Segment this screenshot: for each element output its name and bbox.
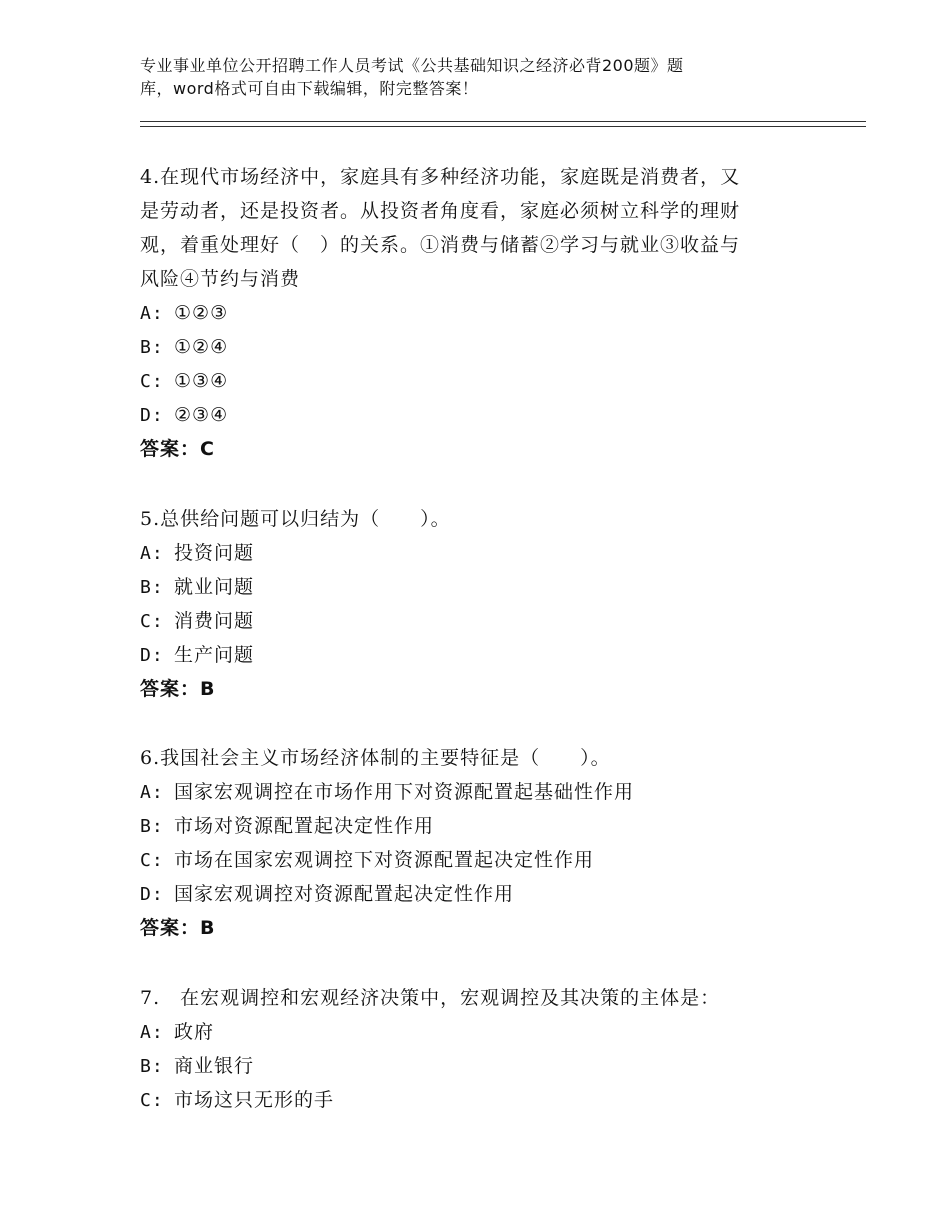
option-a	[140, 296, 810, 330]
option-b	[140, 1049, 810, 1083]
option-label: C:	[140, 371, 164, 392]
option-label: B:	[140, 577, 164, 598]
option-label: A:	[140, 543, 164, 564]
option-text: 市场对资源配置起决定性作用	[174, 815, 435, 837]
answer-line: 答案：B	[140, 917, 216, 939]
option-c	[140, 843, 810, 877]
option-d	[140, 638, 810, 672]
option-a	[140, 775, 810, 809]
option-text: ①②③	[174, 302, 229, 324]
option-text: 市场这只无形的手	[174, 1089, 335, 1111]
option-c	[140, 1083, 810, 1117]
option-text: 生产问题	[174, 644, 255, 666]
question-5	[140, 502, 810, 706]
option-label: A:	[140, 1022, 164, 1043]
option-label: A:	[140, 303, 164, 324]
option-text: 就业问题	[174, 576, 255, 598]
option-label: B:	[140, 337, 164, 358]
option-a	[140, 1015, 810, 1049]
question-stem-line: 观，着重处理好（ ）的关系。①消费与储蓄②学习与就业③收益与	[140, 234, 741, 256]
header-title-line-1: 专业事业单位公开招聘工作人员考试《公共基础知识之经济必背200题》题	[140, 56, 684, 75]
option-c	[140, 604, 810, 638]
header-divider	[140, 121, 866, 127]
question-stem-line: 是劳动者，还是投资者。从投资者角度看，家庭必须树立科学的理财	[140, 200, 741, 222]
option-d	[140, 877, 810, 911]
question-stem-line: 7. 在宏观调控和宏观经济决策中，宏观调控及其决策的主体是：	[140, 987, 721, 1009]
option-b	[140, 570, 810, 604]
question-4	[140, 160, 810, 466]
option-text: ①②④	[174, 336, 229, 358]
option-text: 政府	[174, 1021, 215, 1043]
question-stem-line: 5.总供给问题可以归结为（ ）。	[140, 508, 451, 530]
question-stem-line: 6.我国社会主义市场经济体制的主要特征是（ ）。	[140, 747, 611, 769]
document-header	[140, 54, 780, 100]
option-text: ①③④	[174, 370, 229, 392]
option-label: C:	[140, 611, 164, 632]
option-text: 投资问题	[174, 542, 255, 564]
option-text: ②③④	[174, 404, 229, 426]
option-label: B:	[140, 1056, 164, 1077]
question-6	[140, 741, 810, 945]
option-label: A:	[140, 782, 164, 803]
option-a	[140, 536, 810, 570]
option-text: 国家宏观调控在市场作用下对资源配置起基础性作用	[174, 781, 635, 803]
question-stem-line: 4.在现代市场经济中，家庭具有多种经济功能，家庭既是消费者，又	[140, 166, 741, 188]
option-text: 市场在国家宏观调控下对资源配置起决定性作用	[174, 849, 595, 871]
option-label: C:	[140, 1090, 164, 1111]
option-text: 消费问题	[174, 610, 255, 632]
option-label: D:	[140, 405, 164, 426]
option-label: B:	[140, 816, 164, 837]
option-c	[140, 364, 810, 398]
option-label: D:	[140, 645, 164, 666]
option-b	[140, 330, 810, 364]
option-label: C:	[140, 850, 164, 871]
option-b	[140, 809, 810, 843]
option-text: 国家宏观调控对资源配置起决定性作用	[174, 883, 515, 905]
answer-line: 答案：C	[140, 438, 215, 460]
option-label: D:	[140, 884, 164, 905]
option-d	[140, 398, 810, 432]
question-stem-line: 风险④节约与消费	[140, 268, 301, 290]
answer-line: 答案：B	[140, 678, 216, 700]
option-text: 商业银行	[174, 1055, 255, 1077]
question-7	[140, 981, 810, 1117]
header-title-line-2: 库，word格式可自由下载编辑，附完整答案！	[140, 79, 479, 98]
